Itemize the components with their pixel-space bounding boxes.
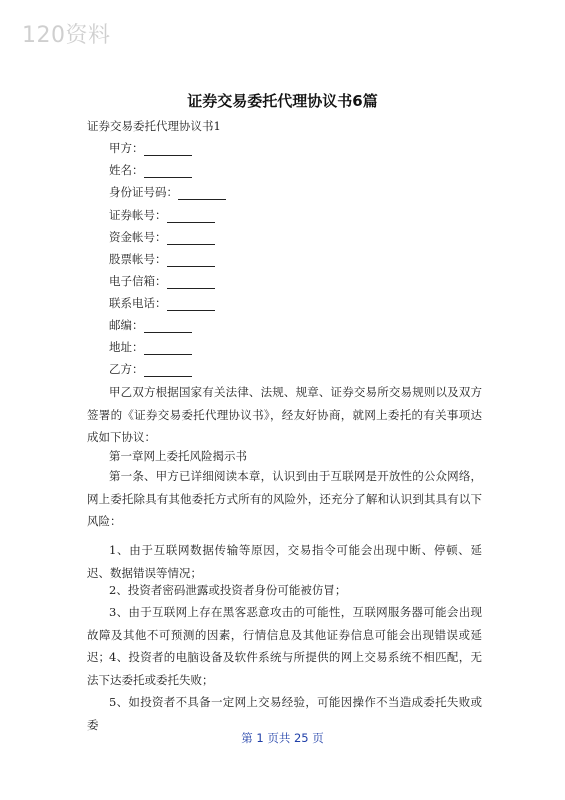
- field-id-number: 身份证号码：: [109, 184, 226, 200]
- risk-item: 4、投资者的电脑设备及软件系统与所提供的网上交易系统不相匹配，无法下达委托或委托失败；: [87, 650, 482, 687]
- blank-line: [144, 165, 192, 178]
- risk-item: 3、由于互联网上存在黑客恶意攻击的可能性，互联网服务器可能会出现故障及其他不可预测的因素，行情信息及其他证券信息可能会出现错误或延迟；: [87, 605, 482, 664]
- blank-line: [167, 210, 215, 223]
- blank-line: [144, 364, 192, 377]
- risk-item: 1、由于互联网数据传输等原因，交易指令可能会出现中断、停顿、延迟、数据错误等情况；: [87, 543, 482, 580]
- blank-line: [167, 232, 215, 245]
- field-email: 电子信箱：: [109, 273, 215, 289]
- article-paragraph: 第一条、甲方已详细阅读本章，认识到由于互联网是开放性的公众网络，网上委托除具有其他委托方式所有的风险外，还充分了解和认识到其具有以下风险：: [87, 469, 482, 528]
- document-subtitle: 证券交易委托代理协议书1: [87, 119, 221, 133]
- blank-line: [144, 143, 192, 156]
- blank-line: [167, 254, 215, 267]
- intro-paragraph: 甲乙双方根据国家有关法律、法规、规章、证券交易所交易规则以及双方签署的《证券交易委托代理协议书》，经友好协商，就网上委托的有关事项达成如下协议：: [87, 385, 482, 444]
- field-name: 姓名：: [109, 162, 192, 178]
- field-postcode: 邮编：: [109, 317, 192, 333]
- blank-line: [167, 276, 215, 289]
- chapter-heading: 第一章网上委托风险揭示书: [109, 449, 247, 463]
- field-stock-account: 股票帐号：: [109, 251, 215, 267]
- field-securities-account: 证券帐号：: [109, 207, 215, 223]
- field-address: 地址：: [109, 339, 192, 355]
- field-party-b: 乙方：: [109, 361, 192, 377]
- page-footer: 第 1 页共 25 页: [241, 731, 324, 745]
- blank-line: [167, 298, 215, 311]
- field-fund-account: 资金帐号：: [109, 229, 215, 245]
- blank-line: [144, 320, 192, 333]
- field-phone: 联系电话：: [109, 295, 215, 311]
- document-title: 证券交易委托代理协议书6篇: [187, 92, 378, 110]
- risk-item: 2、投资者密码泄露或投资者身份可能被仿冒；: [109, 583, 347, 597]
- watermark: 120资料: [22, 23, 111, 48]
- field-party-a: 甲方：: [109, 140, 192, 156]
- blank-line: [178, 187, 226, 200]
- risk-item: 5、如投资者不具备一定网上交易经验，可能因操作不当造成委托失败或委: [87, 695, 482, 732]
- blank-line: [144, 342, 192, 355]
